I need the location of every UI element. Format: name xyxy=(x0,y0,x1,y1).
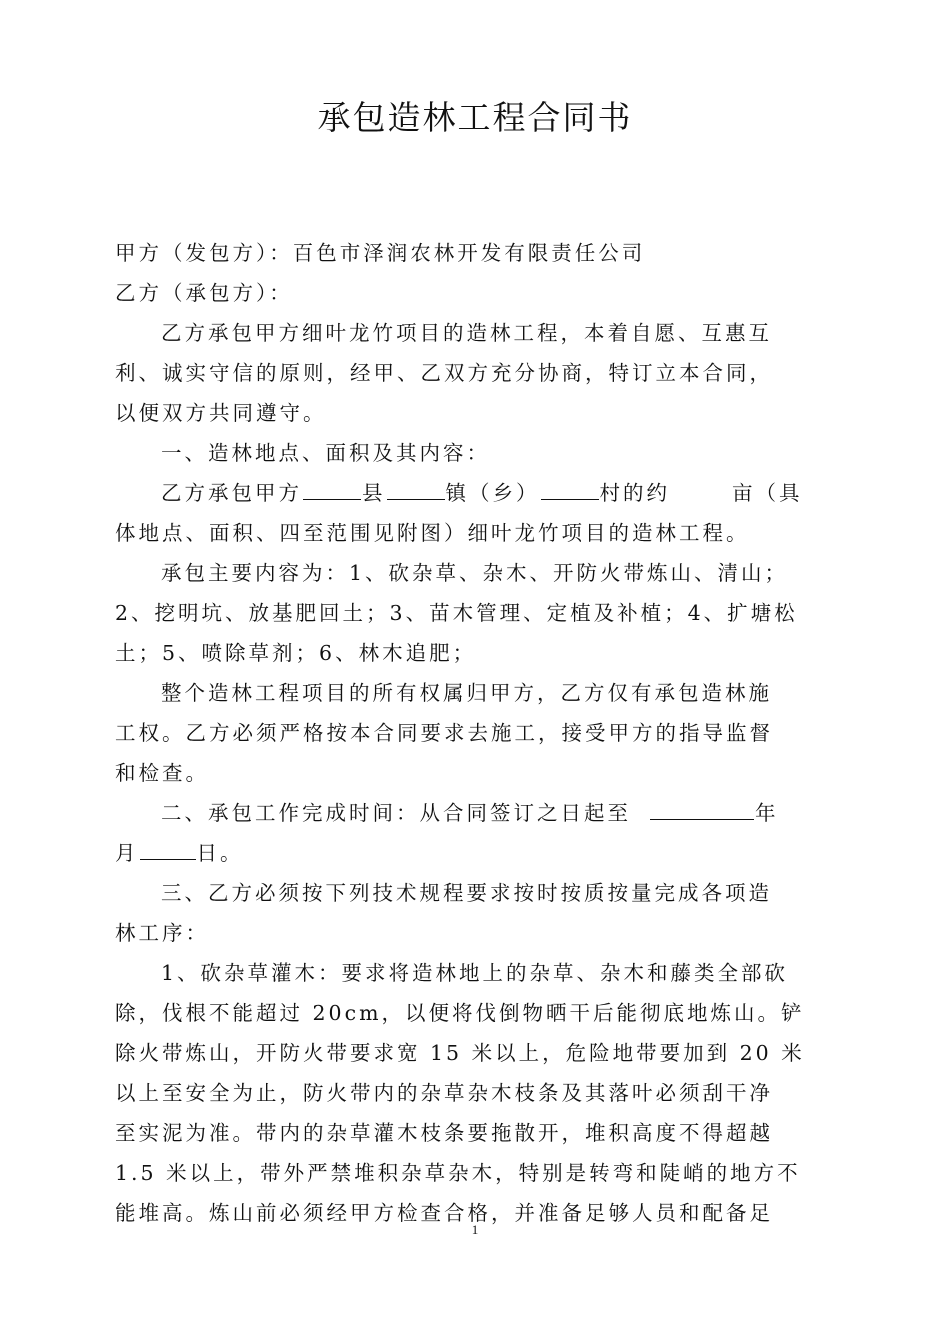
county-blank xyxy=(303,475,361,500)
intro-line: 以便双方共同遵守。 xyxy=(115,401,327,425)
county-label: 县 xyxy=(362,481,386,505)
party-a-line: 甲方（发包方）：百色市泽润农林开发有限责任公司 xyxy=(115,241,646,265)
mu-label: 亩（具 xyxy=(732,481,803,505)
town-label: 镇（乡） xyxy=(445,481,540,505)
contract-body xyxy=(115,233,833,1233)
location-prefix: 乙方承包甲方 xyxy=(161,481,302,505)
section1-content-line: 承包主要内容为：1、砍杂草、杂木、开防火带炼山、清山； xyxy=(161,561,789,585)
item1-line: 除火带炼山，开防火带要求宽 15 米以上，危险地带要加到 20 米 xyxy=(115,1041,805,1065)
item1-line: 1.5 米以上，带外严禁堆积杂草杂木，特别是转弯和陡峭的地方不 xyxy=(115,1161,801,1185)
section1-location-line xyxy=(115,473,833,513)
page-number: 1 xyxy=(471,1222,479,1237)
month-blank xyxy=(140,835,196,860)
town-blank xyxy=(387,475,445,500)
village-blank xyxy=(541,475,599,500)
section3-line: 三、乙方必须按下列技术规程要求按时按质按量完成各项造 xyxy=(161,881,772,905)
item1-line: 至实泥为准。带内的杂草灌木枝条要拖散开，堆积高度不得超越 xyxy=(115,1121,773,1145)
item1-line: 除，伐根不能超过 20cm，以便将伐倒物晒干后能彻底地炼山。铲 xyxy=(115,1001,805,1025)
section1-content-line: 土；5、喷除草剂；6、林木追肥； xyxy=(115,641,477,665)
section1-heading: 一、造林地点、面积及其内容： xyxy=(161,441,490,465)
village-label: 村的约 xyxy=(599,481,670,505)
section3-line: 林工序： xyxy=(115,921,209,945)
section2-text: 二、承包工作完成时间：从合同签订之日起至 xyxy=(161,801,631,825)
section1-location-cont: 体地点、面积、四至范围见附图）细叶龙竹项目的造林工程。 xyxy=(115,521,750,545)
party-b-line: 乙方（承包方）： xyxy=(115,281,293,305)
month-label: 月 xyxy=(115,841,139,865)
year-blank xyxy=(650,795,754,820)
document-title: 承包造林工程合同书 xyxy=(317,98,633,137)
intro-line: 乙方承包甲方细叶龙竹项目的造林工程，本着自愿、互惠互 xyxy=(161,321,772,345)
intro-line: 利、诚实守信的原则，经甲、乙双方充分协商，特订立本合同， xyxy=(115,361,773,385)
item1-line: 能堆高。炼山前必须经甲方检查合格，并准备足够人员和配备足 xyxy=(115,1201,773,1225)
item1-line: 1、砍杂草灌木：要求将造林地上的杂草、杂木和藤类全部砍 xyxy=(161,961,789,985)
ownership-line: 工权。乙方必须严格按本合同要求去施工，接受甲方的指导监督 xyxy=(115,721,773,745)
ownership-line: 整个造林工程项目的所有权属归甲方，乙方仅有承包造林施 xyxy=(161,681,772,705)
day-label: 日。 xyxy=(196,841,244,865)
section2-line xyxy=(115,793,833,833)
ownership-line: 和检查。 xyxy=(115,761,209,785)
item1-line: 以上至安全为止，防火带内的杂草杂木枝条及其落叶必须刮干净 xyxy=(115,1081,773,1105)
section1-content-line: 2、挖明坑、放基肥回土；3、苗木管理、定植及补植；4、扩塘松 xyxy=(115,601,798,625)
section2-date-line xyxy=(115,833,833,873)
year-label: 年 xyxy=(755,801,779,825)
